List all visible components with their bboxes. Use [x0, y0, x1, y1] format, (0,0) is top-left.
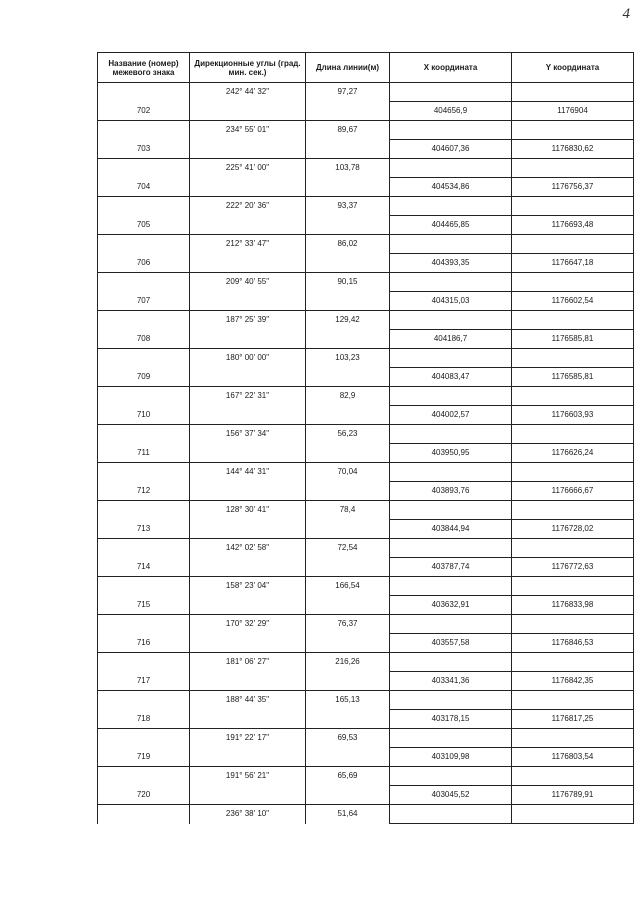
- cell-bearing-angle: [190, 786, 306, 805]
- table-row-marker: [98, 178, 634, 197]
- table-row-segment: [98, 349, 634, 368]
- table-row-segment: [98, 387, 634, 406]
- cell-bearing-angle: [190, 444, 306, 463]
- cell-y-coordinate: [512, 501, 634, 520]
- cell-y-coordinate: 1176728,02: [512, 520, 634, 539]
- page-number: 4: [622, 6, 630, 22]
- cell-line-length: [306, 672, 390, 691]
- cell-y-coordinate: 1176647,18: [512, 254, 634, 273]
- table-row-segment: [98, 615, 634, 634]
- cell-y-coordinate: 1176789,91: [512, 786, 634, 805]
- cell-x-coordinate: 404393,35: [390, 254, 512, 273]
- cell-x-coordinate: [390, 653, 512, 672]
- cell-bearing-angle: 236° 38' 10": [190, 805, 306, 824]
- table-row-segment: [98, 83, 634, 102]
- cell-line-length: 89,67: [306, 121, 390, 140]
- cell-x-coordinate: 404465,85: [390, 216, 512, 235]
- cell-bearing-angle: [190, 672, 306, 691]
- cell-x-coordinate: [390, 691, 512, 710]
- cell-y-coordinate: [512, 805, 634, 824]
- cell-line-length: 166,54: [306, 577, 390, 596]
- cell-bearing-angle: 242° 44' 32": [190, 83, 306, 102]
- cell-x-coordinate: 403893,76: [390, 482, 512, 501]
- cell-line-length: 90,15: [306, 273, 390, 292]
- cell-y-coordinate: 1176772,63: [512, 558, 634, 577]
- cell-line-length: 129,42: [306, 311, 390, 330]
- table-row-segment: [98, 577, 634, 596]
- cell-y-coordinate: 1176904: [512, 102, 634, 121]
- header-x-coordinate: X координата: [390, 53, 512, 83]
- cell-bearing-angle: 181° 06' 27": [190, 653, 306, 672]
- cell-marker-name: 707: [98, 292, 190, 311]
- cell-line-length: [306, 520, 390, 539]
- table-row-segment: [98, 159, 634, 178]
- cell-marker-name: [98, 501, 190, 520]
- cell-marker-name: [98, 691, 190, 710]
- cell-x-coordinate: [390, 539, 512, 558]
- table-row-marker: [98, 102, 634, 121]
- table-row-segment: [98, 425, 634, 444]
- cell-y-coordinate: [512, 273, 634, 292]
- cell-marker-name: 706: [98, 254, 190, 273]
- cell-bearing-angle: 188° 44' 35": [190, 691, 306, 710]
- cell-marker-name: [98, 83, 190, 102]
- cell-bearing-angle: 212° 33' 47": [190, 235, 306, 254]
- cell-line-length: [306, 254, 390, 273]
- table-row-marker: [98, 292, 634, 311]
- cell-line-length: 103,23: [306, 349, 390, 368]
- boundary-coordinates-table: [97, 52, 634, 824]
- cell-bearing-angle: 156° 37' 34": [190, 425, 306, 444]
- cell-x-coordinate: 404607,36: [390, 140, 512, 159]
- table-row-segment: [98, 197, 634, 216]
- cell-line-length: [306, 102, 390, 121]
- cell-marker-name: [98, 387, 190, 406]
- cell-bearing-angle: 144° 44' 31": [190, 463, 306, 482]
- cell-line-length: 103,78: [306, 159, 390, 178]
- cell-marker-name: [98, 425, 190, 444]
- cell-x-coordinate: 404534,86: [390, 178, 512, 197]
- cell-marker-name: 714: [98, 558, 190, 577]
- cell-y-coordinate: [512, 463, 634, 482]
- cell-x-coordinate: 403557,58: [390, 634, 512, 653]
- cell-x-coordinate: [390, 463, 512, 482]
- header-bearing-angles: Дирекционные углы (град. мин. сек.): [190, 53, 306, 83]
- cell-line-length: [306, 596, 390, 615]
- table-row-segment: [98, 691, 634, 710]
- cell-marker-name: 718: [98, 710, 190, 729]
- table-row-segment: [98, 767, 634, 786]
- cell-bearing-angle: [190, 140, 306, 159]
- table-row-marker: [98, 330, 634, 349]
- cell-bearing-angle: [190, 710, 306, 729]
- cell-x-coordinate: [390, 197, 512, 216]
- header-marker-name: Название (номер) межевого знака: [98, 53, 190, 83]
- cell-marker-name: [98, 463, 190, 482]
- cell-y-coordinate: [512, 615, 634, 634]
- cell-marker-name: 709: [98, 368, 190, 387]
- cell-line-length: [306, 634, 390, 653]
- cell-y-coordinate: [512, 425, 634, 444]
- cell-bearing-angle: 128° 30' 41": [190, 501, 306, 520]
- cell-marker-name: 712: [98, 482, 190, 501]
- cell-line-length: 165,13: [306, 691, 390, 710]
- cell-x-coordinate: 403341,36: [390, 672, 512, 691]
- cell-line-length: 93,37: [306, 197, 390, 216]
- cell-x-coordinate: [390, 577, 512, 596]
- cell-line-length: 65,69: [306, 767, 390, 786]
- table-row-segment: [98, 121, 634, 140]
- table-header-row: [98, 53, 634, 83]
- cell-x-coordinate: 403178,15: [390, 710, 512, 729]
- cell-y-coordinate: 1176833,98: [512, 596, 634, 615]
- cell-x-coordinate: [390, 767, 512, 786]
- cell-bearing-angle: [190, 596, 306, 615]
- cell-bearing-angle: [190, 292, 306, 311]
- cell-marker-name: 710: [98, 406, 190, 425]
- cell-marker-name: 711: [98, 444, 190, 463]
- cell-line-length: 78,4: [306, 501, 390, 520]
- cell-line-length: 56,23: [306, 425, 390, 444]
- cell-line-length: [306, 482, 390, 501]
- cell-bearing-angle: 167° 22' 31": [190, 387, 306, 406]
- cell-y-coordinate: [512, 235, 634, 254]
- table-row-marker: [98, 254, 634, 273]
- table-row-marker: [98, 368, 634, 387]
- cell-y-coordinate: 1176830,62: [512, 140, 634, 159]
- cell-line-length: [306, 406, 390, 425]
- table-row-marker: [98, 558, 634, 577]
- cell-y-coordinate: 1176846,53: [512, 634, 634, 653]
- cell-y-coordinate: [512, 539, 634, 558]
- cell-line-length: 69,53: [306, 729, 390, 748]
- cell-line-length: [306, 558, 390, 577]
- cell-line-length: 82,9: [306, 387, 390, 406]
- cell-y-coordinate: 1176842,35: [512, 672, 634, 691]
- table-row-segment: [98, 805, 634, 824]
- cell-y-coordinate: [512, 349, 634, 368]
- cell-marker-name: [98, 729, 190, 748]
- cell-x-coordinate: [390, 729, 512, 748]
- table-row-segment: [98, 235, 634, 254]
- cell-x-coordinate: 403787,74: [390, 558, 512, 577]
- table-row-segment: [98, 729, 634, 748]
- cell-y-coordinate: [512, 159, 634, 178]
- cell-x-coordinate: 403632,91: [390, 596, 512, 615]
- cell-x-coordinate: 403950,95: [390, 444, 512, 463]
- table-row-marker: [98, 596, 634, 615]
- cell-x-coordinate: [390, 425, 512, 444]
- cell-bearing-angle: [190, 254, 306, 273]
- cell-marker-name: 713: [98, 520, 190, 539]
- cell-y-coordinate: [512, 311, 634, 330]
- cell-line-length: 76,37: [306, 615, 390, 634]
- cell-marker-name: 705: [98, 216, 190, 235]
- table-row-marker: [98, 482, 634, 501]
- cell-bearing-angle: 191° 56' 21": [190, 767, 306, 786]
- cell-line-length: 70,04: [306, 463, 390, 482]
- cell-bearing-angle: 225° 41' 00": [190, 159, 306, 178]
- header-line-length: Длина линии(м): [306, 53, 390, 83]
- cell-line-length: 97,27: [306, 83, 390, 102]
- cell-y-coordinate: 1176817,25: [512, 710, 634, 729]
- cell-y-coordinate: 1176803,54: [512, 748, 634, 767]
- cell-x-coordinate: 403844,94: [390, 520, 512, 539]
- cell-bearing-angle: [190, 368, 306, 387]
- cell-bearing-angle: 180° 00' 00": [190, 349, 306, 368]
- cell-marker-name: [98, 539, 190, 558]
- table-row-segment: [98, 311, 634, 330]
- cell-marker-name: [98, 311, 190, 330]
- table-row-segment: [98, 463, 634, 482]
- table-row-segment: [98, 273, 634, 292]
- table-row-marker: [98, 520, 634, 539]
- table-row-marker: [98, 140, 634, 159]
- cell-x-coordinate: [390, 349, 512, 368]
- table-row-marker: [98, 748, 634, 767]
- cell-bearing-angle: [190, 482, 306, 501]
- table-row-marker: [98, 786, 634, 805]
- table-row-segment: [98, 539, 634, 558]
- table-row-marker: [98, 672, 634, 691]
- cell-x-coordinate: [390, 805, 512, 824]
- cell-bearing-angle: [190, 748, 306, 767]
- cell-bearing-angle: 222° 20' 36": [190, 197, 306, 216]
- cell-marker-name: [98, 235, 190, 254]
- cell-x-coordinate: [390, 501, 512, 520]
- cell-x-coordinate: [390, 273, 512, 292]
- table-row-marker: [98, 216, 634, 235]
- cell-marker-name: [98, 805, 190, 824]
- cell-marker-name: 719: [98, 748, 190, 767]
- cell-y-coordinate: [512, 197, 634, 216]
- cell-line-length: 86,02: [306, 235, 390, 254]
- cell-bearing-angle: [190, 216, 306, 235]
- cell-marker-name: 704: [98, 178, 190, 197]
- cell-line-length: [306, 748, 390, 767]
- cell-y-coordinate: [512, 387, 634, 406]
- header-y-coordinate: Y координата: [512, 53, 634, 83]
- cell-bearing-angle: [190, 558, 306, 577]
- table-row-marker: [98, 444, 634, 463]
- cell-x-coordinate: 404186,7: [390, 330, 512, 349]
- cell-bearing-angle: [190, 178, 306, 197]
- cell-y-coordinate: [512, 691, 634, 710]
- cell-bearing-angle: 142° 02' 58": [190, 539, 306, 558]
- cell-y-coordinate: 1176585,81: [512, 368, 634, 387]
- cell-marker-name: [98, 767, 190, 786]
- cell-marker-name: [98, 615, 190, 634]
- cell-x-coordinate: 404315,03: [390, 292, 512, 311]
- cell-line-length: [306, 178, 390, 197]
- table-row-marker: [98, 710, 634, 729]
- cell-marker-name: [98, 159, 190, 178]
- cell-x-coordinate: 404656,9: [390, 102, 512, 121]
- cell-line-length: [306, 140, 390, 159]
- cell-bearing-angle: 234° 55' 01": [190, 121, 306, 140]
- cell-x-coordinate: 404002,57: [390, 406, 512, 425]
- cell-y-coordinate: 1176603,93: [512, 406, 634, 425]
- cell-line-length: [306, 216, 390, 235]
- cell-x-coordinate: [390, 235, 512, 254]
- cell-x-coordinate: [390, 387, 512, 406]
- cell-y-coordinate: 1176602,54: [512, 292, 634, 311]
- cell-bearing-angle: 158° 23' 04": [190, 577, 306, 596]
- cell-x-coordinate: [390, 121, 512, 140]
- cell-y-coordinate: [512, 121, 634, 140]
- cell-bearing-angle: 191° 22' 17": [190, 729, 306, 748]
- table-row-marker: [98, 406, 634, 425]
- table-row-marker: [98, 634, 634, 653]
- cell-y-coordinate: 1176693,48: [512, 216, 634, 235]
- cell-line-length: [306, 368, 390, 387]
- cell-y-coordinate: [512, 767, 634, 786]
- cell-bearing-angle: [190, 406, 306, 425]
- cell-marker-name: [98, 273, 190, 292]
- cell-line-length: [306, 330, 390, 349]
- cell-line-length: 72,54: [306, 539, 390, 558]
- cell-x-coordinate: 403045,52: [390, 786, 512, 805]
- cell-line-length: 51,64: [306, 805, 390, 824]
- cell-y-coordinate: 1176756,37: [512, 178, 634, 197]
- cell-line-length: [306, 444, 390, 463]
- cell-x-coordinate: [390, 159, 512, 178]
- cell-bearing-angle: 209° 40' 55": [190, 273, 306, 292]
- table-row-segment: [98, 501, 634, 520]
- cell-y-coordinate: 1176585,81: [512, 330, 634, 349]
- cell-marker-name: 716: [98, 634, 190, 653]
- cell-bearing-angle: 170° 32' 29": [190, 615, 306, 634]
- cell-bearing-angle: [190, 330, 306, 349]
- cell-line-length: [306, 786, 390, 805]
- cell-x-coordinate: [390, 615, 512, 634]
- cell-y-coordinate: [512, 653, 634, 672]
- table-row-segment: [98, 653, 634, 672]
- cell-y-coordinate: [512, 577, 634, 596]
- cell-line-length: [306, 710, 390, 729]
- cell-y-coordinate: 1176626,24: [512, 444, 634, 463]
- cell-marker-name: 702: [98, 102, 190, 121]
- cell-marker-name: 703: [98, 140, 190, 159]
- cell-marker-name: [98, 349, 190, 368]
- cell-marker-name: 708: [98, 330, 190, 349]
- cell-bearing-angle: [190, 520, 306, 539]
- cell-x-coordinate: [390, 311, 512, 330]
- cell-marker-name: [98, 197, 190, 216]
- cell-y-coordinate: 1176666,67: [512, 482, 634, 501]
- cell-bearing-angle: [190, 102, 306, 121]
- cell-marker-name: [98, 121, 190, 140]
- cell-x-coordinate: 403109,98: [390, 748, 512, 767]
- cell-x-coordinate: 404083,47: [390, 368, 512, 387]
- cell-y-coordinate: [512, 729, 634, 748]
- cell-x-coordinate: [390, 83, 512, 102]
- cell-bearing-angle: [190, 634, 306, 653]
- cell-marker-name: [98, 653, 190, 672]
- cell-marker-name: 717: [98, 672, 190, 691]
- cell-marker-name: 715: [98, 596, 190, 615]
- cell-y-coordinate: [512, 83, 634, 102]
- cell-line-length: 216,26: [306, 653, 390, 672]
- cell-marker-name: 720: [98, 786, 190, 805]
- cell-line-length: [306, 292, 390, 311]
- cell-marker-name: [98, 577, 190, 596]
- cell-bearing-angle: 187° 25' 39": [190, 311, 306, 330]
